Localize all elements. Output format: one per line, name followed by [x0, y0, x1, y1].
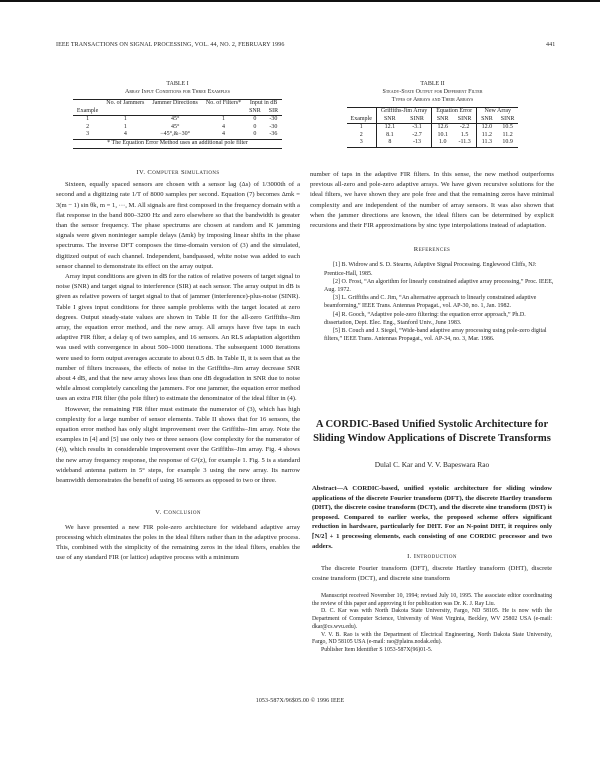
th: SNR	[432, 116, 453, 124]
th: Griffiths-Jim Array	[376, 108, 431, 116]
table-cell: 12.0	[477, 124, 497, 132]
footnote: D. C. Kar was with North Dakota State University, Fargo, ND 58105. He is now with the Department of Computer Science, University of West Virginia, Beckley, WV 25802 USA (e-mail: dkar@cs.wvu.edu).	[312, 608, 552, 630]
paragraph: number of taps in the adaptive FIR filters. In this sense, the new method outperforms previous all-zero and pole-zero adaptive arrays. We have given recursive solutions for the ideal filters, we have shown they are pole free and that the remaining zeros have minimal complexity and are independent of the number of array sensors. It was also shown that when the jammer directions are known, the ideal filters can be determined by explicit recursions and their FIR approximations by sinc type interpolations instead of adaptation.	[310, 171, 554, 230]
paragraph: The discrete Fourier transform (DFT), discrete Hartley transform (DHT), discrete cosine transform (DCT), and discrete sine transform	[312, 565, 552, 583]
table-cell: -2.7	[412, 131, 422, 138]
th: New Array	[477, 108, 519, 116]
table-cell: 12.1	[376, 124, 402, 132]
table-cell: -13	[413, 139, 421, 146]
table-1	[60, 80, 295, 149]
th: No. of Jammers	[106, 100, 145, 106]
table-cell: -30	[269, 116, 278, 123]
table-cell: 1.0	[432, 139, 453, 147]
table-cell: 3	[359, 139, 363, 146]
scan-border	[0, 0, 600, 2]
table-cell: 1.5	[460, 131, 469, 138]
article-title: A CORDIC-Based Unified Systolic Architecture for Sliding Window Applications of Discrete Transforms	[313, 419, 551, 444]
table-cell: 45°	[170, 123, 180, 130]
table-cell: 10.5	[502, 124, 513, 131]
th: Equation Error	[432, 108, 477, 116]
table-cell: 1	[123, 116, 127, 123]
page-number: 441	[546, 42, 556, 48]
table-cell: 1	[359, 124, 363, 131]
table-cell: 12.6	[432, 124, 453, 132]
table-cell: -11.3	[458, 139, 471, 146]
table-cell: 2	[86, 123, 90, 130]
table-2-caption: Types of Arrays and Their Arrays	[391, 97, 474, 103]
table-row	[347, 132, 519, 140]
reference-item: [1] B. Widrow and S. D. Stearns, Adaptive Signal Processing. Englewood Cliffs, NJ: Prentice-Hall, 1985.	[324, 262, 537, 277]
table-cell: 2	[359, 131, 363, 138]
table-2	[310, 80, 555, 148]
table-cell: 4	[123, 131, 127, 138]
table-row	[347, 124, 519, 132]
table-2-label: TABLE II	[420, 81, 445, 87]
table-1-label: TABLE I	[166, 81, 189, 87]
footnote: Publisher Item Identifier S 1053-587X(96)01-5.	[321, 646, 433, 653]
table-cell: -2.2	[459, 124, 470, 131]
reference-item: [2] O. Frost, “An algorithm for linearly constrained adaptive array processing,” Proc. IEEE, Aug. 1972.	[324, 278, 554, 294]
paragraph: Array input conditions are given in dB for the ratios of relative powers of target signal to noise (SNR) and target signal to interference (SIR) at each sensor. The array output in dB is given as relative powers of target signal to that of jammer (interference)-plus-noise (SINR). Table I gives input conditions for three sample problems with the target located at zero degrees. Output steady-state values are shown in Table II for the all-zero Griffiths–Jim array, the equation error method, and the new array. All arrays have five taps in each adaptive FIR filter, a delay q of two samples, and 16 sensors. An RLS adaptation algorithm was used with convergence in about 500–1000 iterations. The subsequent 1000 iterations were used to form output averages accurate to about 0.5 dB. In Table II, it is seen that as the number of filters increases, the effects of noise in the Griffiths–Jim array decrease SNR about 4 dB, and that the new array shows less than one dB degradation in SNR due to noise while almost completely canceling the jammers. For one jammer, the equation error method uses an extra FIR filter (the pole filter) to estimate the denominator of the ideal filter in (4).	[56, 273, 300, 403]
table-1-footnote: * The Equation Error Method uses an additional pole filter	[107, 139, 248, 146]
table-cell: -3.1	[412, 124, 422, 131]
copyright-footer: 1053-587X/96$05.00 © 1996 IEEE	[255, 698, 345, 704]
table-cell: 45°	[170, 116, 180, 123]
table-cell: 1	[123, 123, 127, 130]
th: SIR	[268, 107, 279, 114]
reference-item: [4] R. Gooch, “Adaptive pole-zero filtering: the equation error approach,” Ph.D. dissertation, Dept. Elec. Eng., Stanford Univ., June 1983.	[324, 311, 526, 326]
table-cell: 8	[376, 139, 402, 147]
th: SINR	[410, 115, 424, 122]
table-cell: -36	[269, 131, 278, 138]
table-cell: 0	[253, 116, 257, 123]
table-row	[347, 139, 519, 147]
right-column	[310, 170, 554, 343]
paragraph: We have presented a new FIR pole-zero architecture for wideband adaptive array processing which eliminates the poles in the ideal filters rather than in the adaptive process. This, combined with the simplicity of the remaining zeros in the ideal filters, enables the use of any standard FIR (or lattice) adaptive process with a minimum	[56, 523, 300, 562]
running-header: IEEE TRANSACTIONS ON SIGNAL PROCESSING, VOL. 44, NO. 2, FEBRUARY 1996	[56, 42, 285, 48]
left-column	[56, 168, 300, 563]
th: Input in dB	[249, 100, 278, 106]
table-cell: 10.9	[502, 139, 513, 146]
article-authors: Dulal C. Kar and V. V. Bapeswara Rao	[374, 460, 490, 469]
abstract: Abstract—A CORDIC-based, unified systolic architecture for sliding window applications of the discrete Fourier transform (DFT), the discrete Hartley transform (DHT), the discrete cosine transform (DCT), and the discrete sine transform (DST) is proposed. Compared to earlier works, the proposed scheme offers significant reduction in hardware, particularly for DHT. For an N-point DHT, it requires only ⌈N/2⌉ + 1 processing elements, each consisting of one CORDIC processor and two adders.	[312, 485, 552, 550]
table-2-grid	[347, 107, 519, 148]
paragraph: Sixteen, equally spaced sensors are chosen with a sensor lag (Δs) of 1/3000th of a second and a digitizing rate 1/T of 8000 samples per second. Equation (7) becomes Δmk = 3(m − 1) sin θk, m = 1, ···, M. All signals are first composed in the frequency domain with a flat response in the band 800–3200 Hz and zero elsewhere so that the bandwidth is greater than the sensor frequency. The phase spectrums are chosen at random and K jamming signals were given noninteger sample delays (Δmk) by imposing linear shifts in the phase spectrums. The inverse DFT composes the time-domain version of (3) and the simulated, digitized output of each channel. Independent, bandpassed, white noise was added to each sensor channel to demonstrate its effect on the array output.	[56, 181, 300, 270]
table-2-caption: Steady-State Output for Different Filter	[382, 89, 483, 95]
th: SINR	[500, 115, 515, 122]
table-1-caption: Array Input Conditions for Three Examples	[125, 89, 230, 95]
table-cell: 4	[221, 131, 225, 138]
section-heading: V. Conclusion	[155, 509, 201, 517]
table-cell: 0	[253, 123, 257, 130]
th: No. of Filters*	[205, 100, 242, 106]
table-cell: 11.2	[502, 131, 513, 138]
table-cell: 11.2	[477, 132, 497, 140]
th: SINR	[457, 115, 472, 122]
footnotes	[312, 593, 552, 655]
table-cell: 1	[86, 116, 90, 123]
table-cell: 3	[86, 131, 90, 138]
table-row	[73, 131, 282, 139]
table-cell: 4	[221, 123, 225, 130]
th: Example	[76, 107, 99, 114]
table-cell: 11.3	[477, 139, 497, 147]
footnote: V. V. B. Rao is with the Department of Electrical Engineering, North Dakota State University, Fargo, ND 58105 USA (e-mail: rao@plains.nodak.edu).	[312, 631, 552, 646]
th: SNR	[376, 116, 402, 124]
table-cell: -30	[269, 123, 278, 130]
table-cell: 8.1	[376, 132, 402, 140]
table-1-grid	[73, 99, 282, 149]
th: SNR	[477, 116, 497, 124]
table-cell: 10.1	[432, 132, 453, 140]
table-cell: −45°,&−30°	[160, 131, 191, 138]
table-cell: 1	[221, 116, 225, 123]
footnote: Manuscript received November 10, 1994; revised July 10, 1995. The associate editor coordinating the review of this paper and approving it for publication was Dr. K. J. Ray Liu.	[312, 593, 552, 607]
th: Jammer Directions	[152, 100, 198, 106]
table-row	[73, 116, 282, 124]
table-cell: 0	[253, 131, 257, 138]
th: Example	[350, 115, 372, 122]
section-heading: I. Introduction	[407, 553, 457, 560]
section-heading: IV. Computer Simulations	[136, 169, 220, 176]
references-heading: References	[413, 246, 451, 254]
th: SNR	[249, 107, 261, 114]
paragraph: However, the remaining FIR filter must estimate the numerator of (3), which has high complexity for a large number of sensor elements. Table II shows that for 16 sensors, the equation error method has only slight improvement over the Griffiths–Jim array. Note the examples in [4] and [5] use only two or three sensors (low complexity for the numerator of (4)), which results in considerable improvement over the Griffiths–Jim array. Fig. 4 shows the new array frequency response, the response of G¹(z), for example 1. Fig. 5 is a standard wideband antenna pattern in 5° steps, for example 3 using the new array. Its narrow beamwidth demonstrates the benefit of using 16 sensors as opposed to two or three.	[56, 405, 300, 485]
reference-item: [3] L. Griffiths and C. Jim, “An alternative approach to linearly constrained adaptive beamforming,” IEEE Trans. Antennas Propagat., vol. AP-30, no. 1, Jan. 1982.	[324, 295, 537, 310]
reference-item: [5] B. Couch and J. Siegel, “Wide-band adaptive array processing using pole-zero digital filters,” IEEE Trans. Antennas Propagat., vol. AP-34, no. 3, Mar. 1986.	[324, 328, 547, 343]
